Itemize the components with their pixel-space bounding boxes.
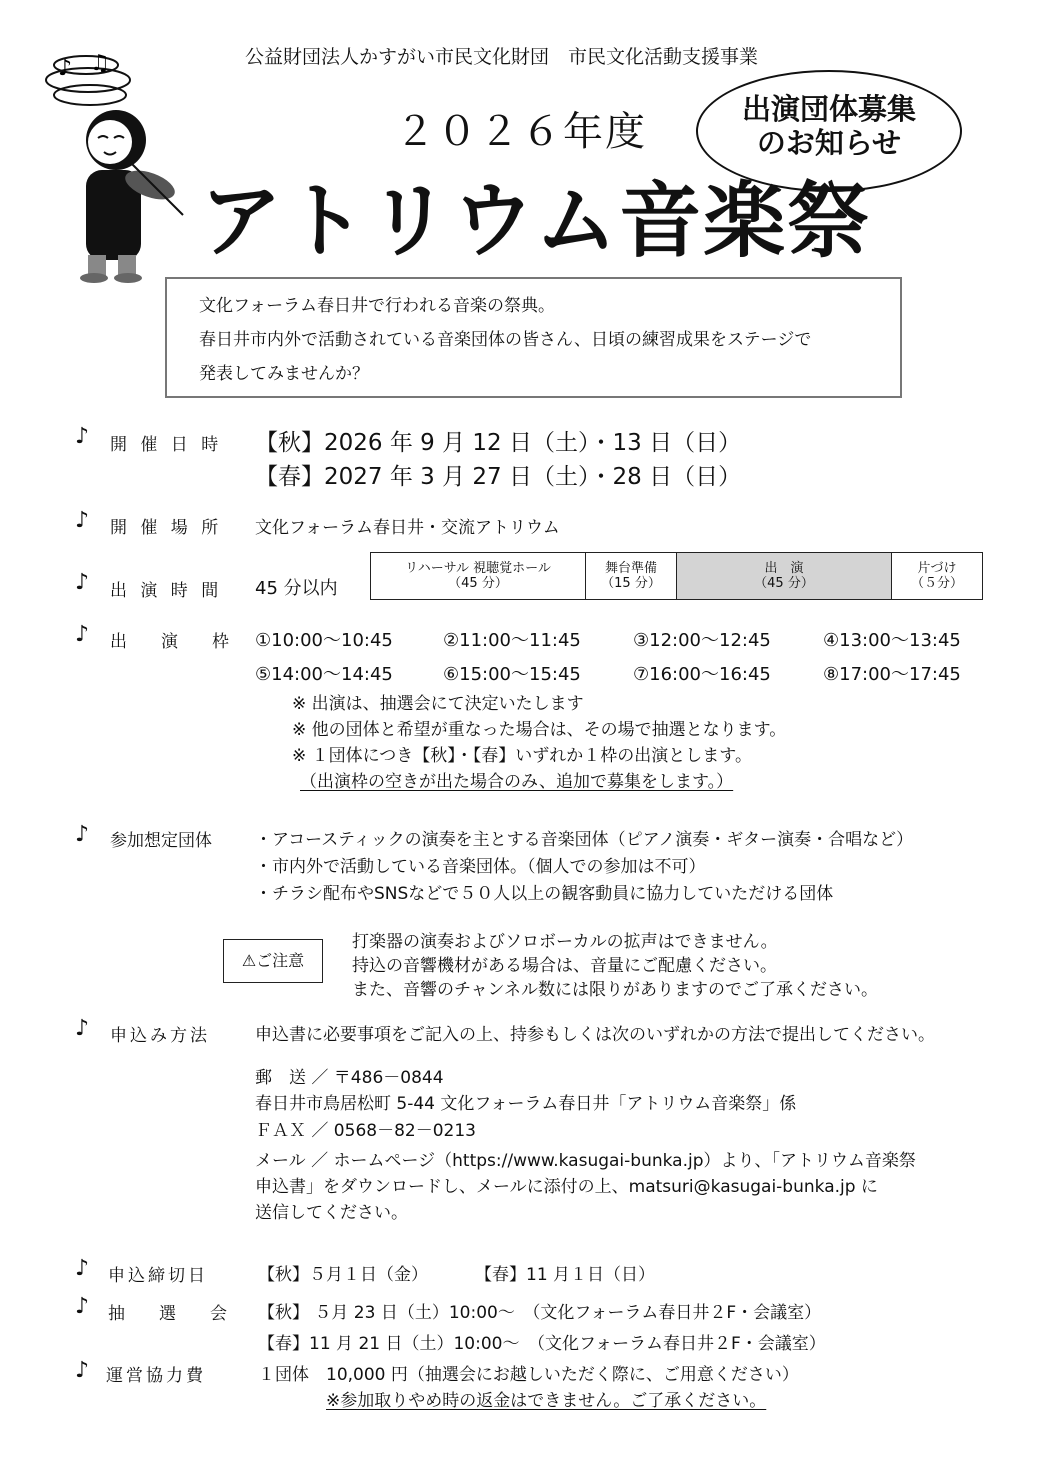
timeline-rehearsal — [371, 553, 586, 600]
slots-label: 出 演 枠 — [110, 632, 229, 652]
svg-text:♪: ♪ — [58, 56, 73, 81]
timeline-table — [370, 552, 983, 600]
timeline-rehearsal-name: リハーサル 視聴覚ホール — [405, 561, 551, 576]
slot-item: ①10:00～10:45 — [255, 630, 393, 651]
dates-autumn: 【秋】2026 年 9 月 12 日（土）・13 日（日） — [255, 430, 742, 456]
intro-line-2: 春日井市内外で活動されている音楽団体の皆さん、日頃の練習成果をステージで — [199, 330, 812, 350]
note-icon: ♪ — [75, 508, 90, 533]
intro-line-3: 発表してみませんか？ — [199, 364, 369, 384]
deadline-autumn: 【秋】５月１日（金） — [258, 1265, 428, 1285]
deadline-spring: 【春】11 月１日（日） — [475, 1265, 656, 1285]
slot-item: ②11:00～11:45 — [443, 630, 581, 651]
timeline-performance-time: （45 分） — [754, 576, 814, 591]
slot-item: ⑦16:00～16:45 — [633, 664, 771, 685]
badge-line-2: のお知らせ — [756, 126, 902, 160]
note-icon: ♪ — [75, 622, 90, 647]
caution-line: 持込の音響機材がある場合は、音量にご配慮ください。 — [352, 956, 777, 976]
mascot-violinist-illustration — [28, 40, 198, 285]
slot-note: ※ 出演は、抽選会にて決定いたします — [292, 694, 584, 714]
venue-label: 開 催 場 所 — [110, 518, 223, 538]
caution-line: また、音響のチャンネル数には限りがありますのでご了承ください。 — [352, 980, 878, 1000]
dates-spring: 【春】2027 年 3 月 27 日（土）・28 日（日） — [255, 464, 742, 490]
target-item: ・アコースティックの演奏を主とする音楽団体（ピアノ演奏・ギター演奏・合唱など） — [255, 830, 914, 850]
note-icon: ♪ — [75, 1294, 90, 1319]
lottery-label: 抽 選 会 — [108, 1304, 227, 1324]
intro-line-1: 文化フォーラム春日井で行われる音楽の祭典。 — [199, 296, 555, 316]
timeline-setup — [586, 553, 677, 600]
caution-line: 打楽器の演奏およびソロボーカルの拡声はできません。 — [352, 932, 778, 952]
note-icon: ♪ — [75, 1256, 90, 1281]
note-icon: ♪ — [75, 570, 90, 595]
fee-label: 運営協力費 — [106, 1366, 206, 1386]
apply-label: 申込み方法 — [110, 1026, 210, 1046]
timeline-setup-name: 舞台準備 — [604, 561, 657, 576]
caution-label: ⚠ご注意 — [241, 951, 305, 970]
organizer-line: 公益財団法人かすがい市民文化財団 市民文化活動支援事業 — [245, 46, 759, 68]
fee-value: １団体 10,000 円（抽選会にお越しいただく際に、ご用意ください） — [258, 1365, 799, 1385]
timeline-rehearsal-time: （45 分） — [448, 576, 508, 591]
apply-mail-3: 送信してください。 — [255, 1203, 408, 1223]
note-icon: ♪ — [75, 1358, 90, 1383]
timeline-performance-name: 出 演 — [764, 561, 804, 576]
slot-item: ⑤14:00～14:45 — [255, 664, 393, 685]
venue-value: 文化フォーラム春日井・交流アトリウム — [255, 518, 560, 538]
dates-label: 開 催 日 時 — [110, 435, 223, 455]
lottery-autumn: 【秋】 ５月 23 日（土）10:00～ （文化フォーラム春日井２F・会議室） — [258, 1303, 822, 1323]
apply-post: 郵 送 ／ 〒486－0844 — [255, 1068, 444, 1088]
lottery-spring: 【春】11 月 21 日（土）10:00～ （文化フォーラム春日井２F・会議室） — [258, 1334, 826, 1354]
target-item: ・チラシ配布やSNSなどで５０人以上の観客動員に協力していただける団体 — [255, 884, 834, 904]
apply-address: 春日井市鳥居松町 5-44 文化フォーラム春日井「アトリウム音楽祭」係 — [255, 1094, 797, 1114]
event-year: ２０２６年度 — [395, 109, 647, 155]
slot-item: ③12:00～12:45 — [633, 630, 771, 651]
timeline-cleanup — [892, 553, 983, 600]
target-label: 参加想定団体 — [110, 831, 212, 851]
svg-text:♫: ♫ — [90, 51, 110, 76]
fee-note: ※参加取りやめ時の返金はできません。ご了承ください。 — [326, 1391, 767, 1411]
apply-mail-2: 申込書」をダウンロードし、メールに添付の上、matsuri@kasugai-bunka.jp に — [255, 1177, 878, 1197]
caution-box — [223, 939, 323, 983]
duration-label: 出 演 時 間 — [110, 581, 223, 601]
note-icon: ♪ — [75, 424, 90, 449]
timeline-performance — [677, 553, 892, 600]
slot-note: ※ １団体につき【秋】・【春】いずれか１枠の出演とします。 — [292, 746, 752, 766]
note-icon: ♪ — [75, 822, 90, 847]
event-title: アトリウム音楽祭 — [200, 174, 872, 269]
duration-value: 45 分以内 — [255, 578, 338, 599]
timeline-setup-time: （15 分） — [601, 576, 661, 591]
slot-item: ⑥15:00～15:45 — [443, 664, 581, 685]
slot-item: ④13:00～13:45 — [823, 630, 961, 651]
slot-note: ※ 他の団体と希望が重なった場合は、その場で抽選となります。 — [292, 720, 787, 740]
intro-box — [165, 277, 902, 398]
note-icon: ♪ — [75, 1016, 90, 1041]
deadline-label: 申込締切日 — [108, 1266, 208, 1286]
slot-note-additional: （出演枠の空きが出た場合のみ、追加で募集をします。） — [300, 772, 734, 792]
timeline-cleanup-name: 片づけ — [917, 561, 957, 576]
badge-line-1: 出演団体募集 — [741, 92, 916, 126]
apply-intro: 申込書に必要事項をご記入の上、持参もしくは次のいずれかの方法で提出してください。 — [255, 1025, 935, 1045]
slot-item: ⑧17:00～17:45 — [823, 664, 961, 685]
apply-fax: ＦＡＸ ／ 0568－82－0213 — [255, 1121, 476, 1141]
target-item: ・市内外で活動している音楽団体。（個人での参加は不可） — [255, 857, 706, 877]
timeline-cleanup-time: （５分） — [910, 576, 963, 591]
apply-mail-1: メール ／ ホームページ（https://www.kasugai-bunka.jp）より、「アトリウム音楽祭 — [255, 1151, 916, 1171]
